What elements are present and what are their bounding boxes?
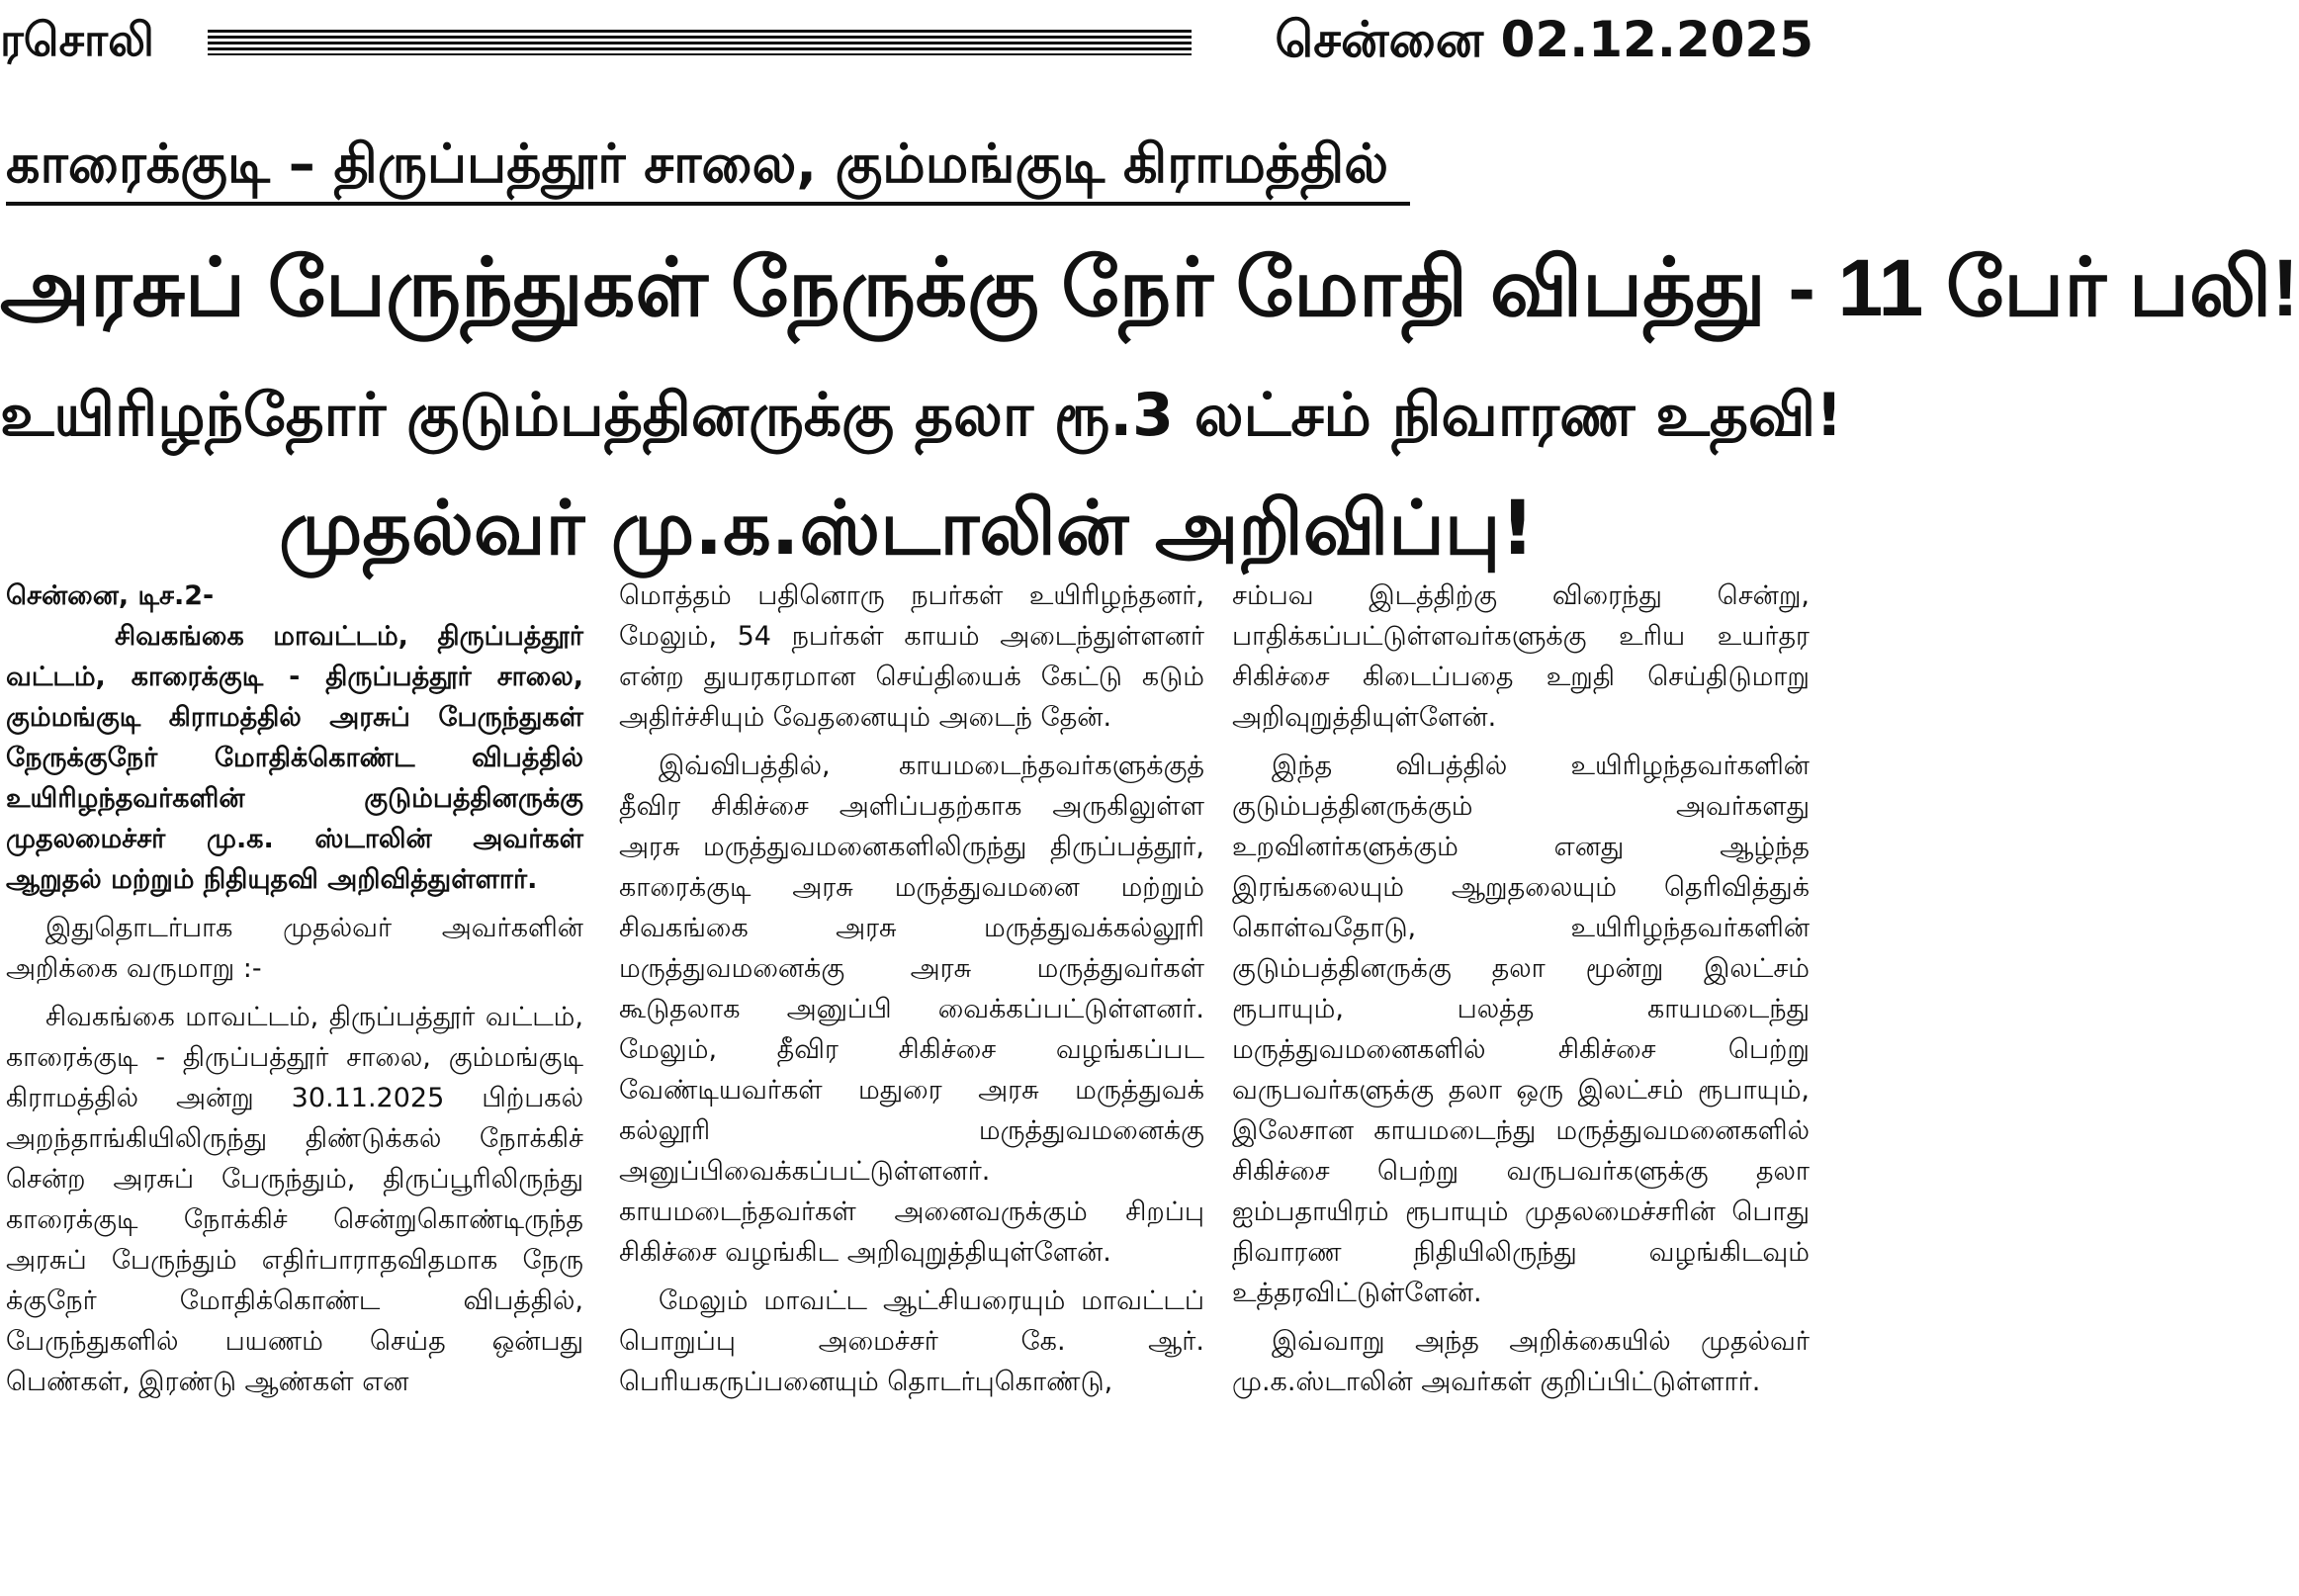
article-column-3 [1232, 576, 1810, 1588]
body-paragraph: இவ்வாறு அந்த அறிக்கையில் முதல்வர் மு.க.ஸ்டாலின் அவர்கள் குறிப்பிட்டுள்ளார். [1232, 1326, 1810, 1397]
subheadline: உயிரிழந்தோர் குடும்பத்தினருக்கு தலா ரூ.3 லட்சம் நிவாரண உதவி! [0, 381, 1843, 450]
body-paragraph: மேலும் மாவட்ட ஆட்சியரையும் மாவட்டப் பொறுப்பு அமைச்சர் கே. ஆர். பெரியகருப்பனையும் தொடர்புகொண்டு, [619, 1286, 1204, 1397]
body-paragraph: இவ்விபத்தில், காயமடைந்தவர்களுக்குத் தீவிர சிகிச்சை அளிப்பதற்காக அருகிலுள்ள அரசு மருத்துவமனைகளிலிருந்து திருப்பத்தூர், காரைக்குடி அரசு மருத்துவமனை மற்றும் சிவகங்கை அரசு மருத்துவக்கல்லூரி மருத்துவமனைக்கு அரசு மருத்துவர்கள் கூடுதலாக அனுப்பி வைக்கப்பட்டுள்ளனர். மேலும், தீவிர சிகிச்சை வழங்கப்பட வேண்டியவர்கள் மதுரை அரசு மருத்துவக் கல்லூரி மருத்துவமனைக்கு அனுப்பிவைக்கப்பட்டுள்ளனர். காயமடைந்தவர்கள் அனைவருக்கும் சிறப்பு சிகிச்சை வழங்கிட அறிவுறுத்தியுள்ளேன். [619, 751, 1204, 1268]
headline: அரசுப் பேருந்துகள் நேருக்கு நேர் மோதி விபத்து - 11 பேர் பலி! [0, 243, 2299, 333]
lead-paragraph: சிவகங்கை மாவட்டம், திருப்பத்தூர் வட்டம், காரைக்குடி - திருப்பத்தூர் சாலை, கும்மங்குடி கிராமத்தில் அரசுப் பேருந்துகள் நேருக்குநேர் மோதிக்கொண்ட விபத்தில் உயிரிழந்தவர்களின் குடும்பத்தினருக்கு முதலமைச்சர் மு.க. ஸ்டாலின் அவர்கள் ஆறுதல் மற்றும் நிதியுதவி அறிவித்துள்ளார். [6, 621, 583, 895]
body-paragraph: சிவகங்கை மாவட்டம், திருப்பத்தூர் வட்டம், காரைக்குடி - திருப்பத்தூர் சாலை, கும்மங்குடி கிராமத்தில் அன்று 30.11.2025 பிற்பகல் அறந்தாங்கியிலிருந்து திண்டுக்கல் நோக்கிச் சென்ற அரசுப் பேருந்தும், திருப்பூரிலிருந்து காரைக்குடி நோக்கிச் சென்றுகொண்டிருந்த அரசுப் பேருந்தும் எதிர்பாராதவிதமாக நேரு க்குநேர் மோதிக்கொண்ட விபத்தில், பேருந்துகளில் பயணம் செய்த ஒன்பது பெண்கள், இரண்டு ஆண்கள் என [6, 1002, 583, 1397]
city-date: சென்னை 02.12.2025 [1275, 11, 1813, 68]
body-paragraph: மொத்தம் பதினொரு நபர்கள் உயிரிழந்தனர், மேலும், 54 நபர்கள் காயம் அடைந்துள்ளனர் என்ற துயரகரமான செய்தியைக் கேட்டு கடும் அதிர்ச்சியும் வேதனையும் அடைந் தேன். [619, 580, 1204, 733]
masthead [0, 4, 1813, 83]
body-paragraph: சம்பவ இடத்திற்கு விரைந்து சென்று, பாதிக்கப்பட்டுள்ளவர்களுக்கு உரிய உயர்தர சிகிச்சை கிடைப்பதை உறுதி செய்திடுமாறு அறிவுறுத்தியுள்ளேன். [1232, 580, 1810, 733]
article-column-1 [6, 576, 583, 1588]
subheadline-2: முதல்வர் மு.க.ஸ்டாலின் அறிவிப்பு! [278, 484, 1536, 572]
body-paragraph: இந்த விபத்தில் உயிரிழந்தவர்களின் குடும்பத்தினருக்கும் அவர்களது உறவினர்களுக்கும் எனது ஆழ்ந்த இரங்கலையும் ஆறுதலையும் தெரிவித்துக் கொள்வதோடு, உயிரிழந்தவர்களின் குடும்பத்தினருக்கு தலா மூன்று இலட்சம் ரூபாயும், பலத்த காயமடைந்து மருத்துவமனைகளில் சிகிச்சை பெற்று வருபவர்களுக்கு தலா ஒரு இலட்சம் ரூபாயும், இலேசான காயமடைந்து மருத்துவமனைகளில் சிகிச்சை பெற்று வருபவர்களுக்கு தலா ஐம்பதாயிரம் ரூபாயும் முதலமைச்சரின் பொது நிவாரண நிதியிலிருந்து வழங்கிடவும் உத்தரவிட்டுள்ளேன். [1232, 751, 1810, 1308]
dateline: சென்னை, டிச.2- [6, 580, 215, 611]
article-column-2 [619, 576, 1204, 1588]
masthead-rule [208, 30, 1192, 55]
body-paragraph: இதுதொடர்பாக முதல்வர் அவர்களின் அறிக்கை வருமாறு :- [6, 913, 583, 984]
kicker: காரைக்குடி – திருப்பத்தூர் சாலை, கும்மங்குடி கிராமத்தில் [6, 127, 1410, 206]
newspaper-name: ரசொலி [0, 13, 154, 66]
